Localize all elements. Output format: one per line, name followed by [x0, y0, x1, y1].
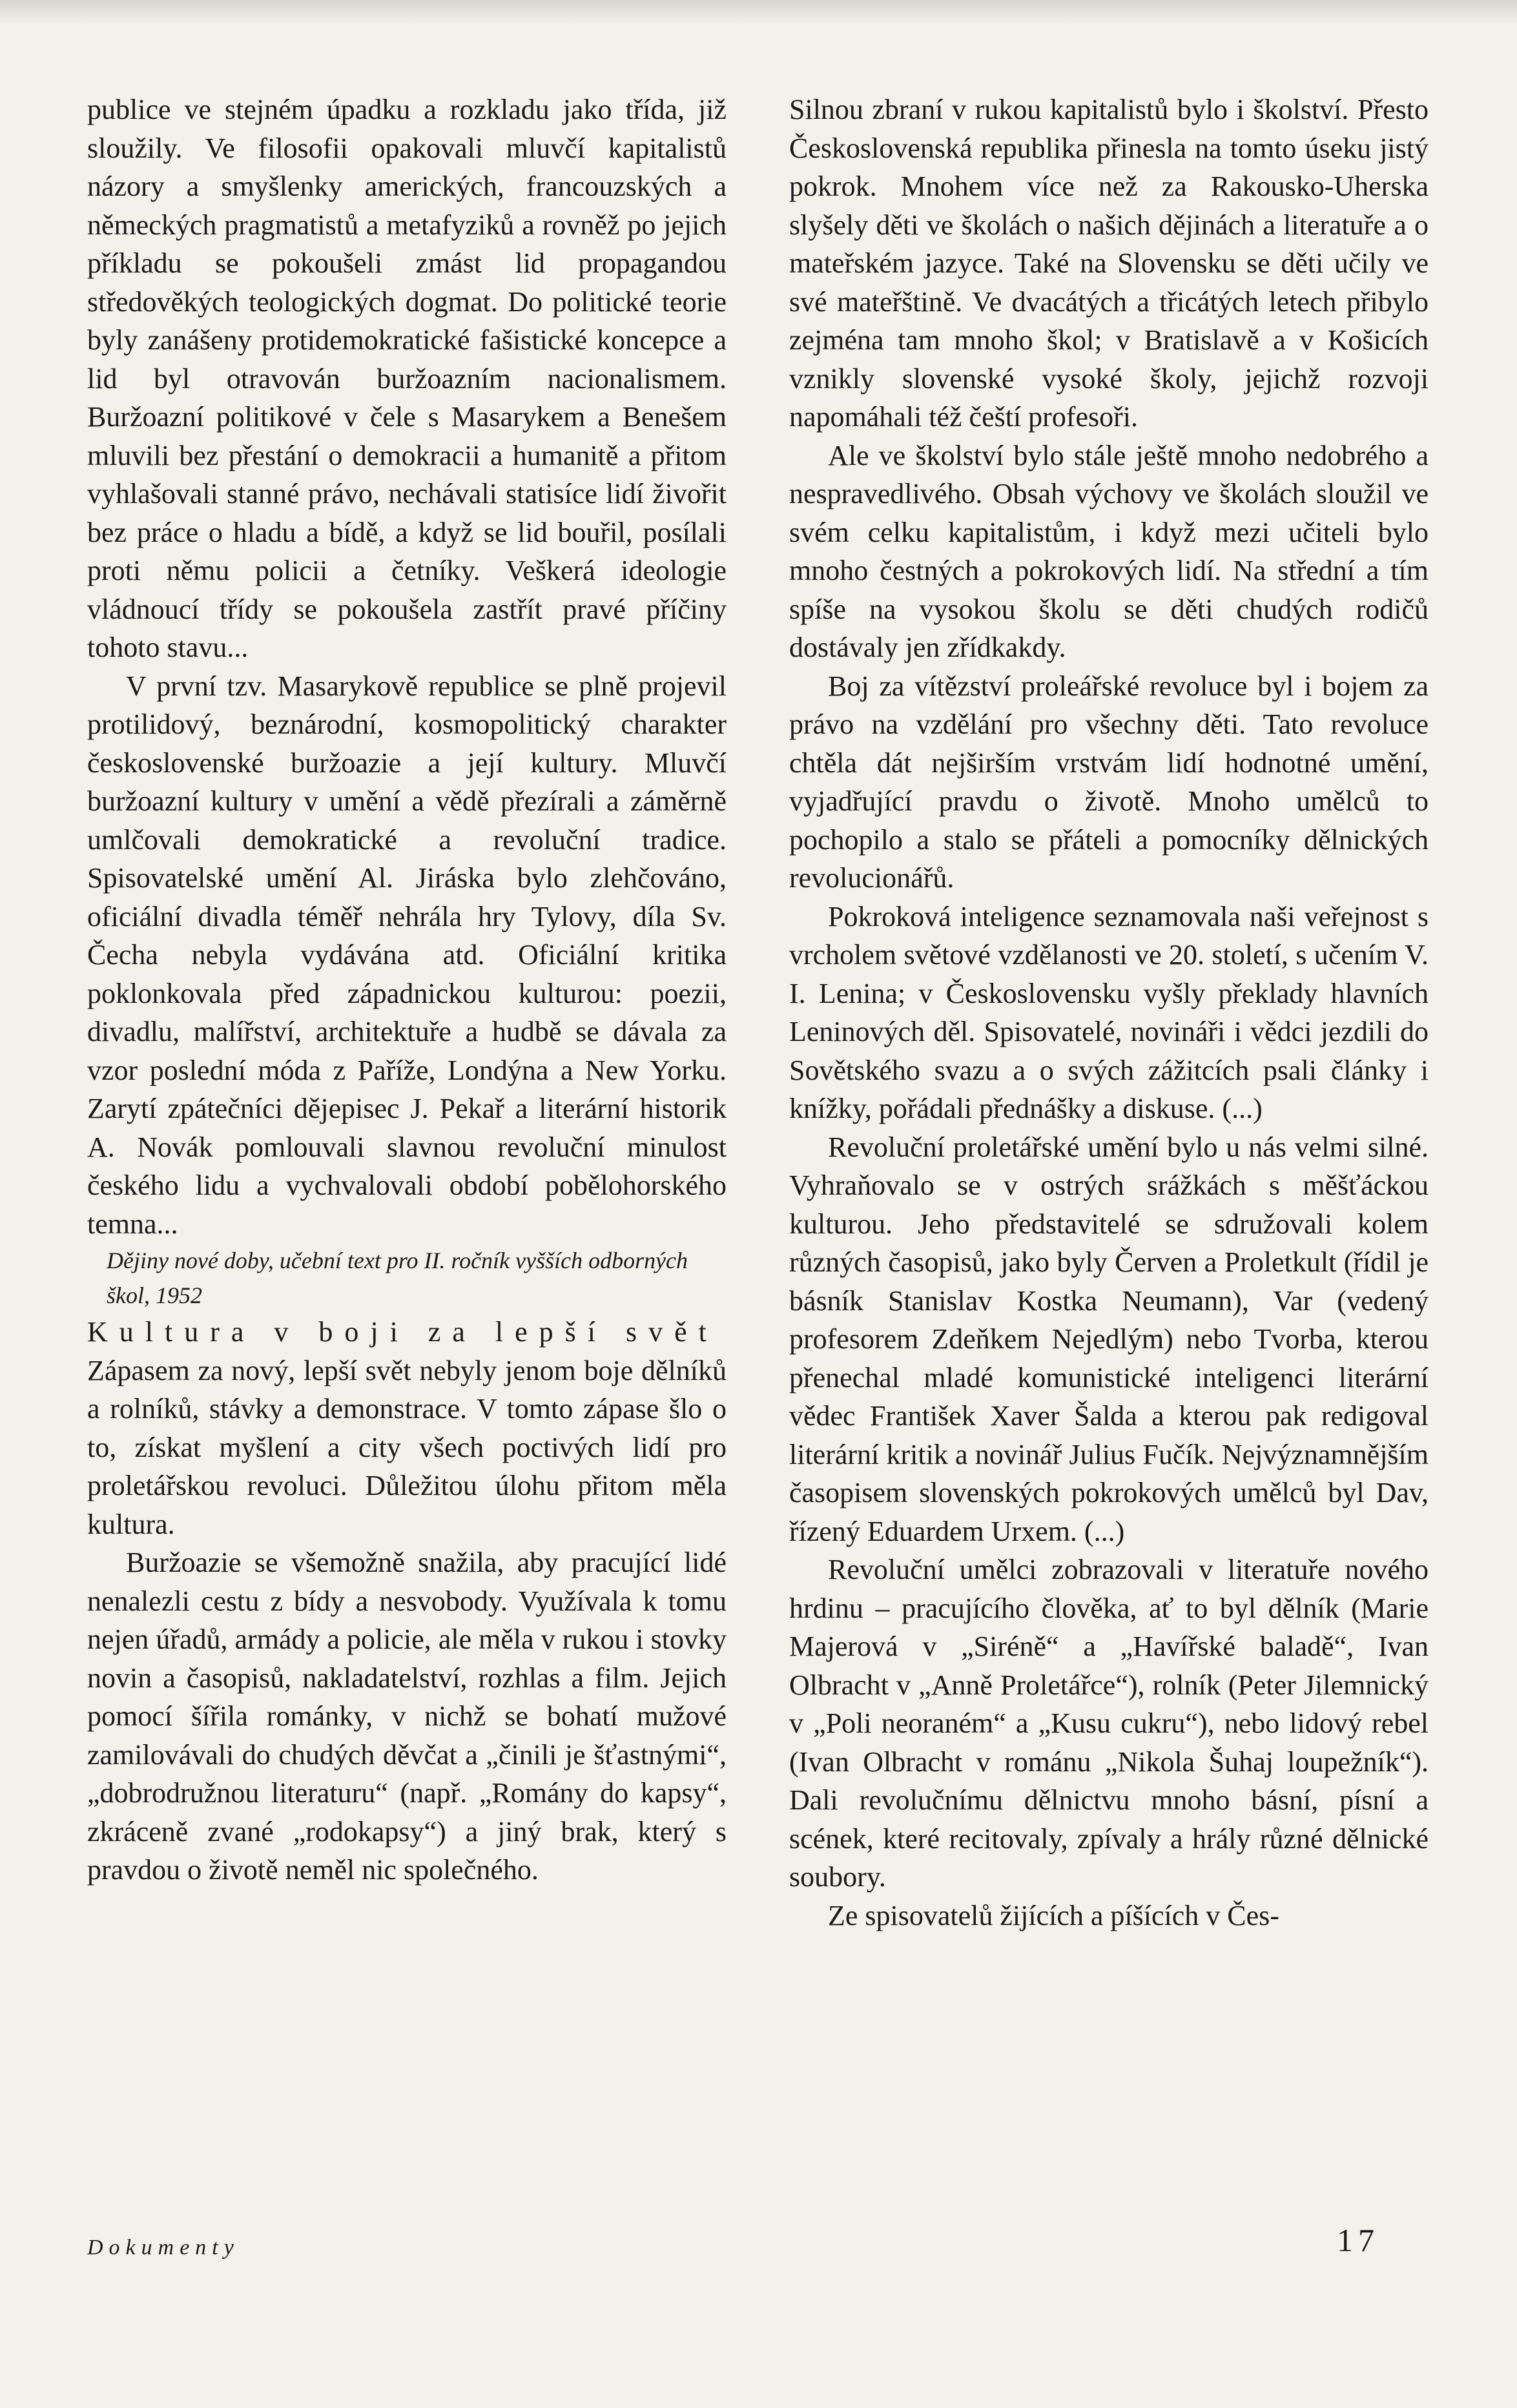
paragraph: Buržoazie se všemožně snažila, aby pracující lidé nenalezli cestu z bídy a nesvobody. Využívala k tomu nejen úřadů, armády a policie, ale měla v rukou i stovky novin a časopisů, nakladatelství, rozhlas a film. Jejich pomocí šířila románky, v nichž se bohatí mužové zamilovávali do chudých děvčat a „činili je šťastnými“, „dobrodružnou literaturu“ (např. „Romány do kapsy“, zkráceně zvané „rodokapsy“) a jiný brak, který s pravdou o životě neměl nic společného.	[87, 1547, 727, 1886]
paragraph: Boj za vítězství proleářské revoluce byl i bojem za právo na vzdělání pro všechny děti. Tato revoluce chtěla dát nejširším vrstvám lidí hodnotné umění, vyjadřující pravdu o životě. Mnoho umělců to pochopilo a stalo se přáteli a pomocníky dělnických revolucionářů.	[789, 670, 1429, 894]
footer-publication-name: Dokumenty	[87, 2236, 240, 2259]
paragraph: Revoluční proletářské umění bylo u nás velmi silné. Vyhraňovalo se v ostrých srážkách s měšťáckou kulturou. Jeho představitelé se sdružovali kolem různých časopisů, jako byly Červen a Proletkult (řídil je básník Stanislav Kostka Neumann), Var (vedený profesorem Zdeňkem Nejedlým) nebo Tvorba, kterou přenechal mladé komunistické inteligenci literární vědec František Xaver Šalda a kterou pak redigoval literární kritik a novinář Julius Fučík. Nejvýznamnějším časopisem slovenských pokrokových umělců byl Dav, řízený Eduardem Urxem. (...)	[789, 1131, 1429, 1547]
paragraph: Revoluční umělci zobrazovali v literatuře nového hrdinu – pracujícího člověka, ať to byl dělník (Marie Majerová v „Siréně“ a „Havířské baladě“, Ivan Olbracht v „Anně Proletářce“), rolník (Peter Jilemnický v „Poli neoraném“ a „Kusu cukru“), nebo lidový rebel (Ivan Olbracht v románu „Nikola Šuhaj loupežník“). Dali revolučnímu dělnictvu mnoho básní, písní a scének, které recitovaly, zpívaly a hrály různé dělnické soubory.	[789, 1554, 1429, 1893]
paragraph: Pokroková inteligence seznamovala naši veřejnost s vrcholem světové vzdělanosti ve 20. století, s učením V. I. Lenina; v Československu vyšly překlady hlavních Leninových děl. Spisovatelé, novináři i vědci jezdili do Sovětského svazu a o svých zážitcích psali články i knížky, pořádali přednášky a diskuse. (...)	[789, 900, 1429, 1124]
top-edge-shadow	[0, 0, 1517, 26]
right-column	[789, 90, 1429, 1935]
paragraph: publice ve stejném úpadku a rozkladu jako třída, již sloužily. Ve filosofii opakovali mluvčí kapitalistů názory a smyšlenky amerických, francouzských a německých pragmatistů a metafyziků a rovněž po jejich příkladu se pokoušeli zmást lid propagandou středověkých teologických dogmat. Do politické teorie byly zanášeny protidemokratické fašistické koncepce a lid byl otravován buržoazním nacionalismem. Buržoazní politikové v čele s Masarykem a Benešem mluvili bez přestání o demokracii a humanitě a přitom vyhlašovali stanné právo, nechávali statisíce lidí živořit bez práce o hladu a bídě, a když se lid bouřil, posílali proti němu policii a četníky. Veškerá ideologie vládnoucí třídy se pokoušela zastřít pravé příčiny tohoto stavu...	[87, 94, 727, 663]
left-column	[87, 90, 727, 1889]
paragraph: Ale ve školství bylo stále ještě mnoho nedobrého a nespravedlivého. Obsah výchovy ve školách sloužil ve svém celku kapitalistům, i když mezi učiteli bylo mnoho čestných a pokrokových lidí. Na střední a tím spíše na vysokou školu se děti chudých rodičů dostávaly jen zřídkakdy.	[789, 439, 1429, 663]
source-citation: Dějiny nové doby, učební text pro II. ročník vyšších odborných škol, 1952	[107, 1248, 688, 1308]
paragraph: Zápasem za nový, lepší svět nebyly jenom boje dělníků a rolníků, stávky a demonstrace. V tomto zápase šlo o to, získat myšlení a city všech poctivých lidí pro proletářskou revoluci. Důležitou úlohu přitom měla kultura.	[87, 1354, 727, 1540]
paragraph: Silnou zbraní v rukou kapitalistů bylo i školství. Přesto Československá republika přinesla na tomto úseku jistý pokrok. Mnohem více než za Rakousko-Uherska slyšely děti ve školách o našich dějinách a literatuře a o mateřském jazyce. Také na Slovensku se děti učily ve své mateřštině. Ve dvacátých a třicátých letech přibylo zejména tam mnoho škol; v Bratislavě a v Košicích vznikly slovenské vysoké školy, jejichž rozvoji napomáhali též čeští profesoři.	[789, 94, 1429, 433]
section-heading: Kultura v boji za lepší svět	[87, 1316, 718, 1348]
page-number: 17	[1337, 2222, 1379, 2258]
paragraph: V první tzv. Masarykově republice se plně projevil protilidový, beznárodní, kosmopolitický charakter československé buržoazie a její kultury. Mluvčí buržoazní kultury v umění a vědě přezírali a záměrně umlčovali demokratické a revoluční tradice. Spisovatelské umění Al. Jiráska bylo zlehčováno, oficiální divadla téměř nehrála hry Tylovy, díla Sv. Čecha nebyla vydávána atd. Oficiální kritika poklonkovala před západnickou kulturou: poezii, divadlu, malířství, architektuře a hudbě se dávala za vzor poslední móda z Paříže, Londýna a New Yorku. Zarytí zpátečníci dějepisec J. Pekař a literární historik A. Novák pomlouvali slavnou revoluční minulost českého lidu a vychvalovali období pobělohorského temna...	[87, 670, 727, 1240]
paragraph: Ze spisovatelů žijících a píšících v Čes-	[828, 1899, 1279, 1931]
